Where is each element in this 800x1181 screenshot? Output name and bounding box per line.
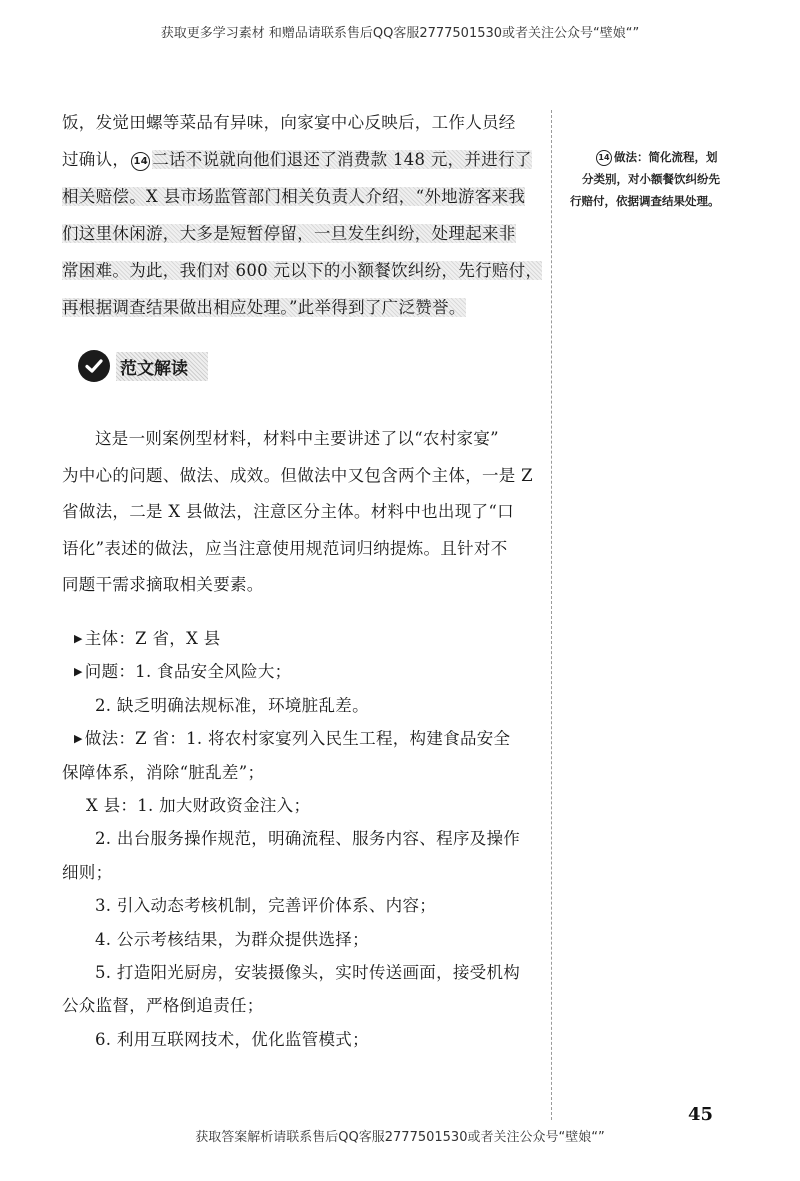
analysis-line: 这是一则案例型材料，材料中主要讲述了以“农村家宴” <box>95 429 499 448</box>
point-line: 2. 缺乏明确法规标准，环境脏乱差。 <box>95 695 369 715</box>
passage <box>62 112 543 334</box>
highlighted-text: 二话不说就向他们退还了消费款 148 元，并进行了 <box>152 150 532 169</box>
point-line: 细则； <box>62 862 113 882</box>
page-number: 45 <box>688 1104 714 1125</box>
point-line: ▶ 做法：Z 省：1. 将农村家宴列入民生工程，构建食品安全 <box>74 729 511 749</box>
analysis-line: 省做法，二是 X 县做法，注意区分主体。材料中也出现了“口 <box>62 502 514 521</box>
analysis-line: 同题干需求摘取相关要素。 <box>62 575 264 594</box>
check-icon <box>78 350 110 382</box>
analysis-line: 语化”表述的做法，应当注意使用规范词归纳提炼。且针对不 <box>62 538 508 558</box>
passage-line: 饭，发觉田螺等菜品有异味，向家宴中心反映后，工作人员经 <box>62 113 516 132</box>
analysis-line: 为中心的问题、做法、成效。但做法中又包含两个主体，一是 Z <box>62 465 533 485</box>
point-line: 5. 打造阳光厨房，安装摄像头，实时传送画面，接受机构 <box>95 962 521 982</box>
highlighted-text: 们这里休闲游，大多是短暂停留，一旦发生纠纷，处理起来非 <box>62 224 516 243</box>
passage-text: 过确认， <box>62 150 130 169</box>
section-heading <box>78 348 208 384</box>
point-line: 公众监督，严格倒追责任； <box>62 996 264 1016</box>
point-line: 3. 引入动态考核机制，完善评价体系、内容； <box>95 896 437 916</box>
page-footer: 获取答案解析请联系售后QQ客服2777501530或者关注公众号“壁娘“” <box>195 1130 605 1145</box>
highlighted-text: 常困难。为此，我们对 600 元以下的小额餐饮纠纷，先行赔付， <box>62 261 543 280</box>
margin-divider <box>551 110 552 1120</box>
page-header: 获取更多学习素材 和赠品请联系售后QQ客服2777501530或者关注公众号“壁娘“” <box>160 26 640 41</box>
section-title: 范文解读 <box>116 352 208 381</box>
margin-note <box>570 146 745 212</box>
margin-note-line: 14 做法：简化流程，划 <box>570 146 745 168</box>
annotation-marker: 14 <box>596 150 612 166</box>
point-line: 2. 出台服务操作规范，明确流程、服务内容、程序及操作 <box>95 829 521 849</box>
passage-line <box>62 223 532 244</box>
triangle-bullet-icon: ▶ <box>74 732 83 746</box>
triangle-bullet-icon: ▶ <box>74 632 83 645</box>
triangle-bullet-icon: ▶ <box>74 665 83 679</box>
passage-line <box>62 297 532 318</box>
point-line: 4. 公示考核结果，为群众提供选择； <box>95 929 369 949</box>
annotation-marker: 14 <box>131 152 150 171</box>
passage-line <box>62 260 543 281</box>
point-line: ▶ 问题：1. 食品安全风险大； <box>74 662 292 682</box>
highlighted-text: 再根据调查结果做出相应处理。”此举得到了广泛赞誉。 <box>62 298 466 317</box>
margin-note-line: 分类别，对小额餐饮纠纷先 <box>582 172 720 186</box>
point-line: 保障体系，消除“脏乱差”； <box>62 762 265 782</box>
margin-note-line: 行赔付，依据调查结果处理。 <box>570 194 720 208</box>
highlighted-text: 相关赔偿。X 县市场监管部门相关负责人介绍，“外地游客来我 <box>62 187 526 206</box>
passage-line <box>62 186 532 207</box>
point-line: ▶ 主体：Z 省，X 县 <box>74 629 221 648</box>
point-line: X 县：1. 加大财政资金注入； <box>86 795 311 815</box>
key-points <box>62 628 532 1062</box>
analysis-paragraph <box>62 428 532 611</box>
point-line: 6. 利用互联网技术，优化监管模式； <box>95 1029 369 1049</box>
passage-line <box>62 149 532 170</box>
